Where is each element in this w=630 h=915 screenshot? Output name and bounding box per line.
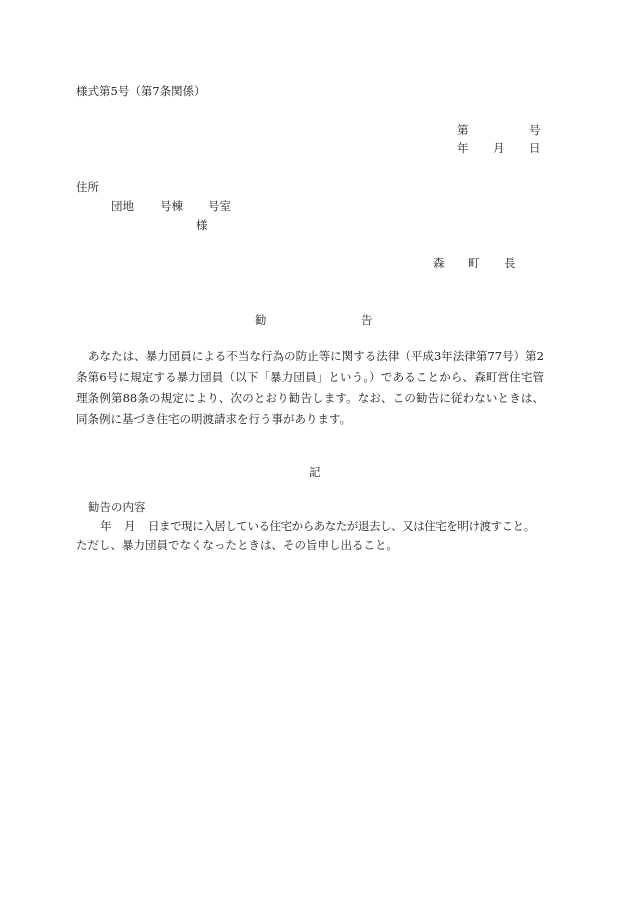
number-suffix: 号: [529, 123, 541, 137]
address-danchi: 団地: [111, 199, 134, 213]
details-line1: 日まで現に入居している住宅からあなたが退去し、又は住宅を明け渡すこと。: [148, 519, 535, 533]
section-heading: 勧告の内容: [88, 500, 146, 514]
issuer-char-2: 町: [468, 256, 480, 270]
date-month: 月: [493, 141, 505, 155]
address-goushitsu: 号室: [208, 199, 231, 213]
address-sama: 様: [196, 218, 208, 232]
details-line2: ただし、暴力団員でなくなったときは、その旨申し出ること。: [76, 538, 398, 552]
address-gotou: 号棟: [160, 199, 183, 213]
details-year: 年: [100, 519, 112, 533]
form-id: 様式第5号（第7条関係）: [76, 84, 206, 98]
address-label: 住所: [76, 180, 99, 194]
number-prefix: 第: [457, 123, 469, 137]
details-month: 月: [124, 519, 136, 533]
date-day: 日: [529, 141, 541, 155]
document-title-char-1: 勧: [255, 313, 267, 327]
ki-heading: 記: [309, 465, 321, 479]
date-year: 年: [457, 141, 469, 155]
body-paragraph: あなたは、暴力団員による不当な行為の防止等に関する法律（平成3年法律第77号）第2条第6号に規定する暴力団員（以下「暴力団員」という。）であることから、森町営住宅管理条例第88条の規定により、次のとおり勧告します。なお、この勧告に従わないときは、同条例に基づき住宅の明渡請求を行う事があります。: [76, 349, 544, 426]
issuer-char-1: 森: [433, 256, 445, 270]
issuer-char-3: 長: [504, 256, 516, 270]
document-title-char-2: 告: [361, 313, 373, 327]
